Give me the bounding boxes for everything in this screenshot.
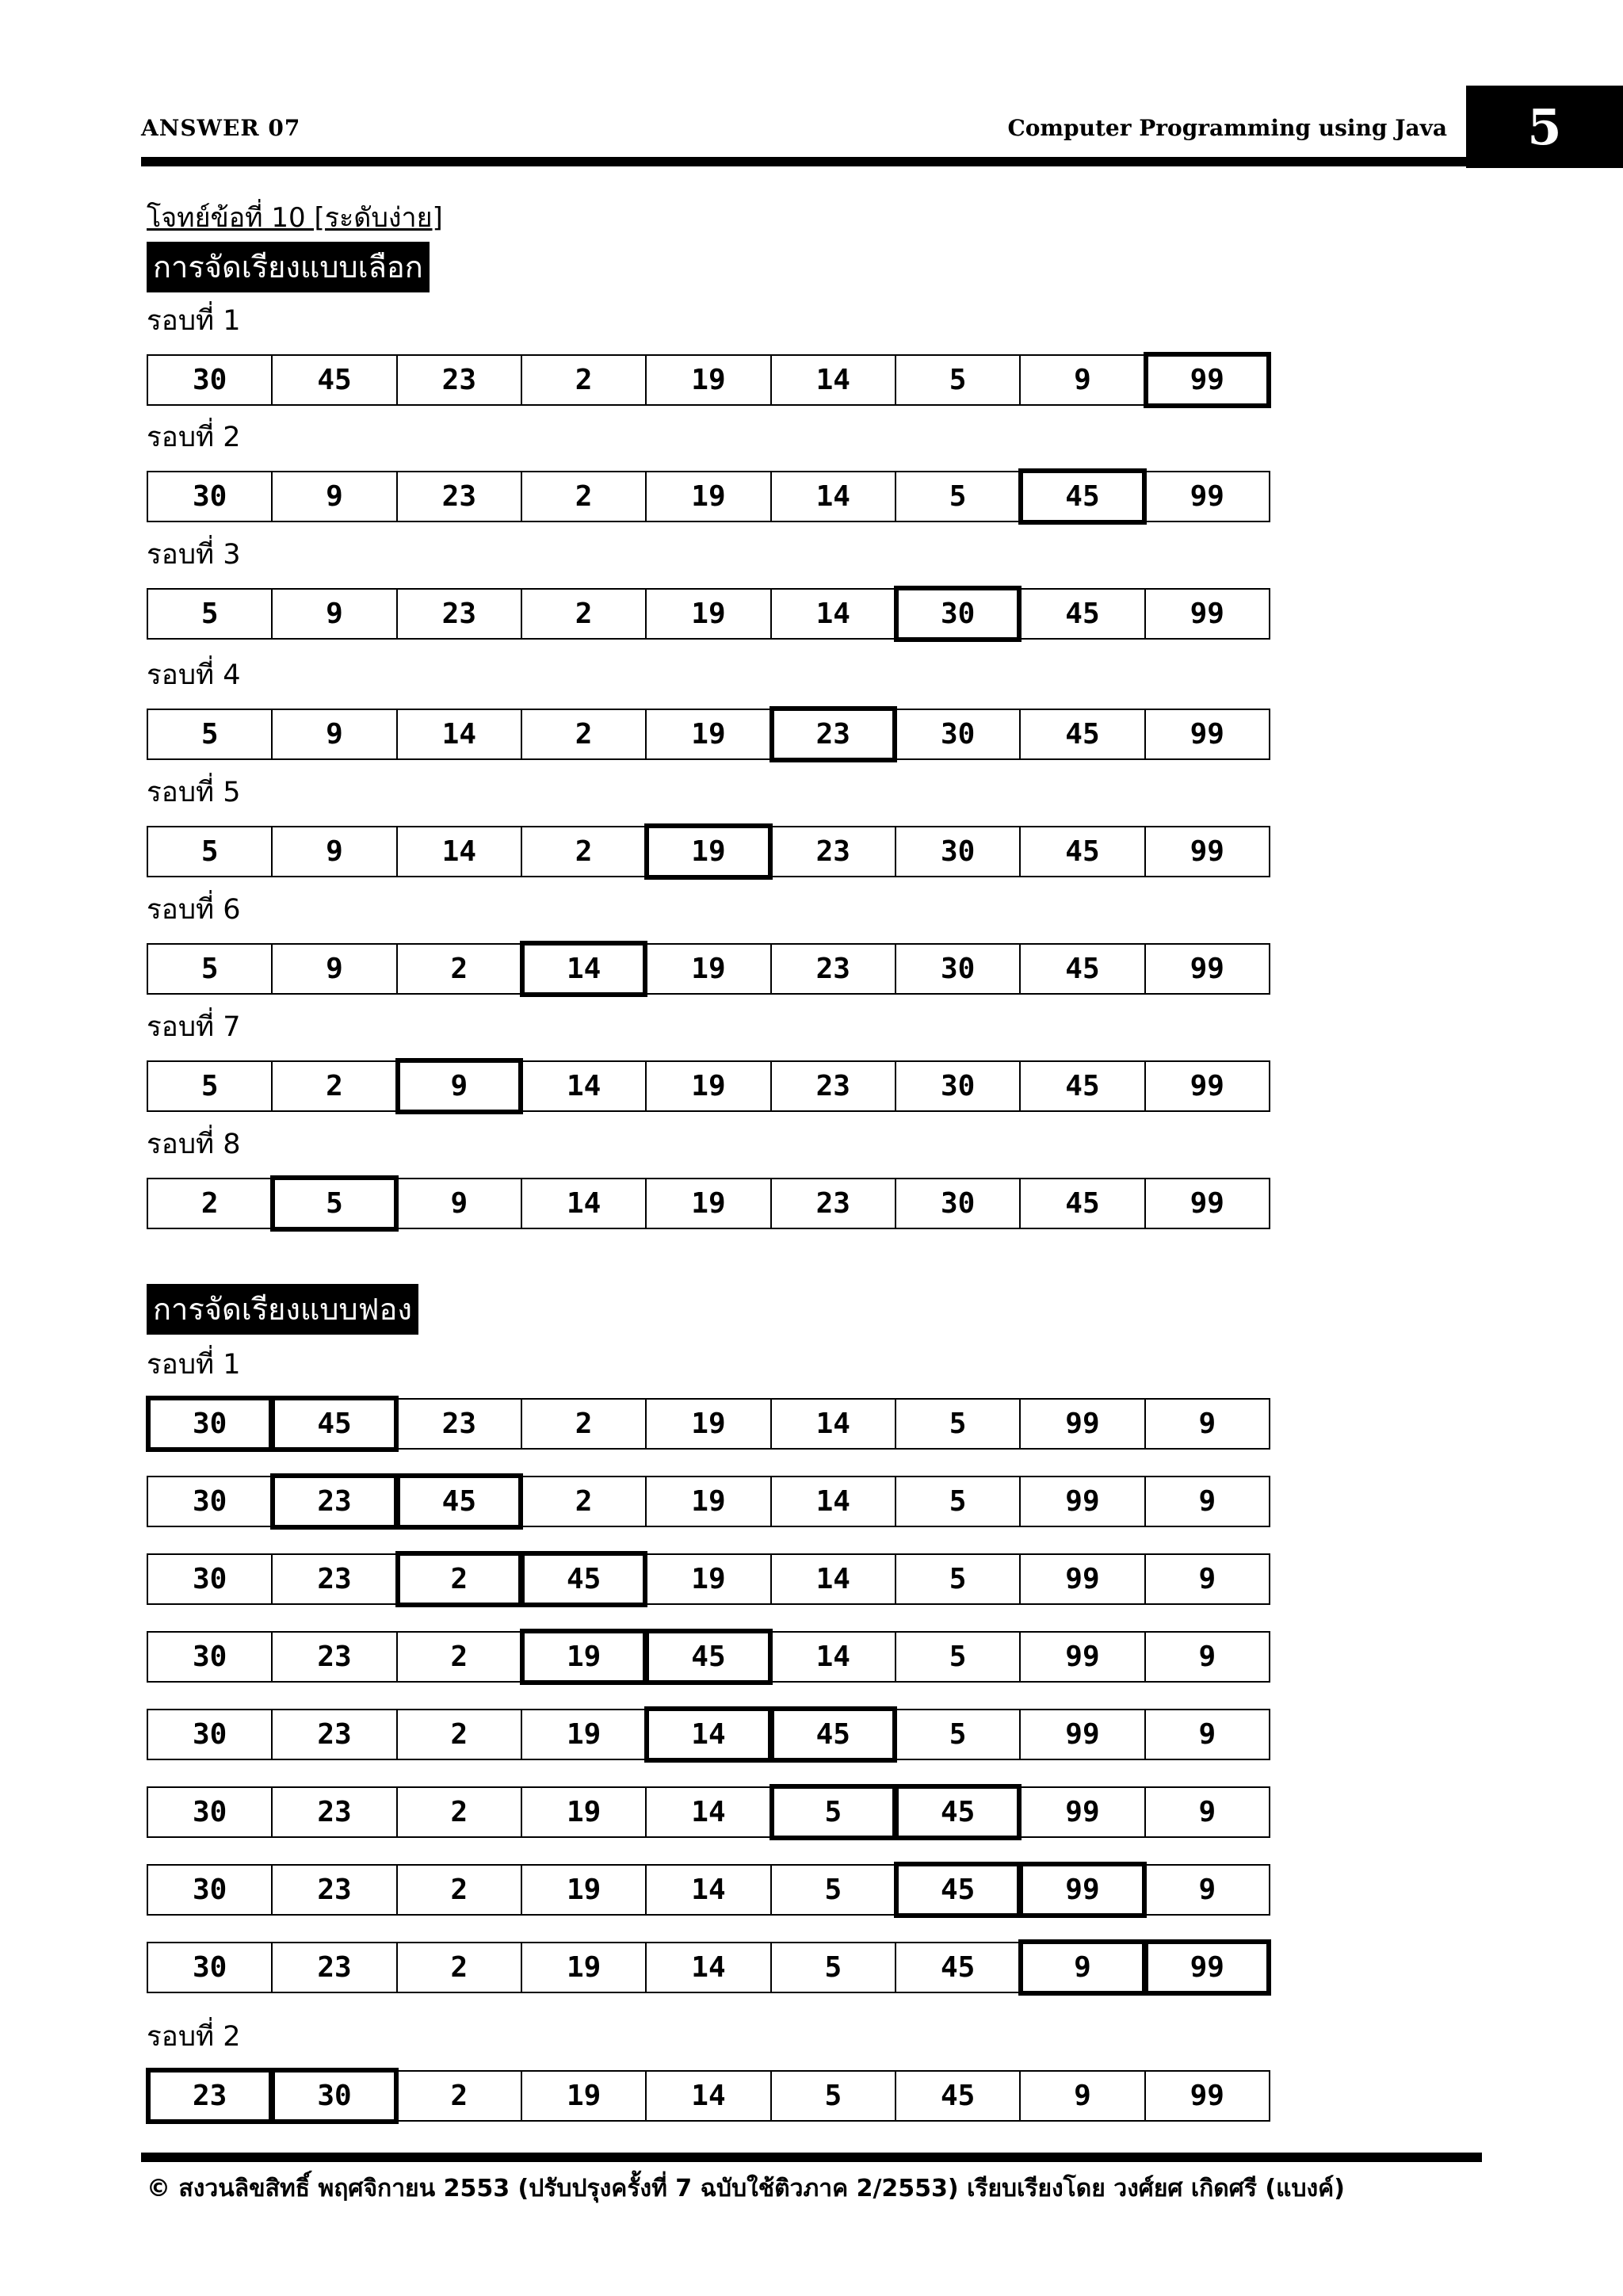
array-cell: 19 [647,356,771,404]
array-cell: 9 [273,945,397,993]
array-cell: 14 [522,1062,647,1110]
array-cell: 2 [148,1179,273,1228]
page-number: 5 [1466,86,1623,168]
array-cell: 5 [772,2072,896,2120]
problem-title: โจทย์ข้อที่ 10 [ระดับง่าย] [147,202,443,234]
array-cell: 45 [1021,1179,1145,1228]
array-cell-highlighted: 23 [772,710,896,758]
array-cell: 99 [1021,1710,1145,1759]
array-cell: 14 [772,1555,896,1603]
array-cell: 19 [522,1943,647,1992]
array-cell: 14 [647,1943,771,1992]
array-cell: 5 [148,827,273,876]
array-cell: 19 [522,2072,647,2120]
array-cell: 19 [647,1179,771,1228]
array-cell: 19 [522,1866,647,1914]
array-cell: 2 [522,356,647,404]
array-cell: 19 [647,590,771,638]
array-cell: 30 [896,827,1021,876]
array-cell: 30 [148,472,273,521]
array-cell-highlighted: 9 [1021,1943,1145,1992]
array-cell-highlighted: 14 [522,945,647,993]
array-cell-highlighted: 23 [148,2072,273,2120]
array-cell-highlighted: 23 [273,1477,397,1526]
array-cell: 2 [522,710,647,758]
array-cell: 45 [1021,710,1145,758]
array-cell: 2 [398,2072,522,2120]
array-cell: 5 [896,1710,1021,1759]
footer-rule [141,2153,1482,2162]
array-cell: 23 [273,1866,397,1914]
array-cell: 5 [896,356,1021,404]
array-cell: 5 [148,590,273,638]
array-cell: 23 [398,1400,522,1448]
array-cell: 19 [647,1400,771,1448]
array-cell-highlighted: 99 [1146,356,1269,404]
array-cell: 99 [1190,718,1224,751]
array-cell: 23 [772,1062,896,1110]
array-cell: 99 [1190,835,1224,868]
array-cell-highlighted: 45 [772,1710,896,1759]
array-cell: 14 [772,472,896,521]
array-cell: 9 [273,710,397,758]
array-cell: 9 [1198,1874,1216,1906]
array-cell: 9 [273,472,397,521]
array-cell: 30 [148,1710,273,1759]
array-cell: 2 [398,1633,522,1681]
array-cell: 9 [1198,1485,1216,1518]
round-label: รอบที่ 7 [147,1011,241,1043]
array-cell: 2 [522,1477,647,1526]
array-cell: 9 [1198,1718,1216,1751]
array-cell-highlighted: 45 [896,1866,1021,1914]
array-row [147,1786,1270,1838]
array-row [147,1709,1270,1760]
array-cell: 5 [896,472,1021,521]
array-cell: 2 [398,1788,522,1836]
array-cell: 30 [148,1555,273,1603]
array-cell: 23 [398,472,522,521]
array-row [147,1631,1270,1683]
array-cell: 30 [148,1943,273,1992]
array-row [147,1553,1270,1605]
array-cell: 5 [772,1943,896,1992]
array-cell: 19 [522,1788,647,1836]
array-cell: 45 [1021,590,1145,638]
array-cell-highlighted: 30 [896,590,1021,638]
array-cell: 99 [1021,1400,1145,1448]
array-cell-highlighted: 45 [273,1400,397,1448]
array-row [147,1060,1270,1112]
array-cell-highlighted: 99 [1021,1866,1145,1914]
round-label: รอบที่ 1 [147,1349,241,1381]
array-cell: 5 [896,1400,1021,1448]
array-cell: 23 [772,827,896,876]
array-cell: 5 [896,1555,1021,1603]
array-cell: 14 [647,2072,771,2120]
header-rule [141,157,1466,166]
array-cell-highlighted: 30 [148,1400,273,1448]
array-row [147,943,1270,995]
array-cell-highlighted: 45 [1021,472,1145,521]
array-cell: 30 [148,1788,273,1836]
array-cell: 23 [398,590,522,638]
array-row [147,471,1270,522]
array-cell: 45 [896,2072,1021,2120]
array-cell: 9 [1198,1796,1216,1828]
header-right-title: Computer Programming using Java [1007,115,1447,141]
array-cell: 45 [1021,945,1145,993]
array-cell: 23 [273,1788,397,1836]
array-cell-highlighted: 5 [772,1788,896,1836]
array-cell: 9 [1198,1641,1216,1673]
array-cell: 19 [522,1710,647,1759]
array-cell: 2 [398,1710,522,1759]
array-row [147,1942,1270,1993]
array-cell-highlighted: 19 [647,827,771,876]
array-cell: 45 [896,1943,1021,1992]
array-cell: 5 [148,710,273,758]
array-cell: 2 [522,1400,647,1448]
array-cell: 9 [1198,1408,1216,1440]
array-cell: 9 [398,1179,522,1228]
array-cell: 99 [1021,1788,1145,1836]
array-cell: 14 [772,590,896,638]
array-row [147,826,1270,877]
array-cell: 99 [1190,598,1224,630]
array-cell: 99 [1021,1633,1145,1681]
array-cell: 5 [148,1062,273,1110]
array-cell: 99 [1190,480,1224,513]
array-cell: 2 [273,1062,397,1110]
array-cell: 9 [1021,2072,1145,2120]
selection-sort-title: การจัดเรียงแบบเลือก [147,242,430,292]
array-cell: 23 [772,1179,896,1228]
round-label: รอบที่ 4 [147,659,241,691]
array-cell: 9 [1021,356,1145,404]
array-cell: 19 [647,1477,771,1526]
array-cell-highlighted: 9 [398,1062,522,1110]
array-cell: 30 [148,1477,273,1526]
array-cell: 19 [647,945,771,993]
array-cell: 14 [772,1477,896,1526]
array-cell-highlighted: 2 [398,1555,522,1603]
array-cell: 23 [273,1633,397,1681]
round-label: รอบที่ 2 [147,422,241,453]
array-cell: 14 [398,710,522,758]
round-label: รอบที่ 1 [147,305,241,337]
array-cell: 23 [772,945,896,993]
array-cell: 30 [148,1866,273,1914]
array-cell: 2 [398,945,522,993]
array-cell: 2 [522,590,647,638]
array-cell: 14 [772,1400,896,1448]
array-cell-highlighted: 45 [398,1477,522,1526]
round-label: รอบที่ 3 [147,539,241,571]
array-cell: 45 [273,356,397,404]
array-cell: 14 [398,827,522,876]
array-cell: 45 [1021,1062,1145,1110]
array-cell: 2 [398,1943,522,1992]
array-row [147,1864,1270,1916]
array-cell: 99 [1190,1187,1224,1220]
array-cell: 14 [772,356,896,404]
array-cell: 2 [398,1866,522,1914]
array-cell: 99 [1190,2080,1224,2112]
bubble-sort-title: การจัดเรียงแบบฟอง [147,1284,418,1335]
array-cell: 99 [1021,1477,1145,1526]
round-label: รอบที่ 8 [147,1129,241,1160]
array-cell-highlighted: 30 [273,2072,397,2120]
array-cell: 9 [273,590,397,638]
array-cell: 30 [896,1062,1021,1110]
round-label: รอบที่ 2 [147,2021,241,2053]
array-cell: 30 [896,945,1021,993]
array-cell: 9 [273,827,397,876]
array-cell-highlighted: 45 [522,1555,647,1603]
array-cell: 30 [148,1633,273,1681]
array-cell-highlighted: 99 [1146,1943,1269,1992]
array-cell: 23 [398,356,522,404]
array-cell: 99 [1190,1070,1224,1102]
array-cell: 14 [647,1788,771,1836]
array-row [147,1178,1270,1229]
array-cell: 30 [148,356,273,404]
array-cell: 5 [772,1866,896,1914]
array-cell: 14 [647,1866,771,1914]
array-cell: 23 [273,1555,397,1603]
header-left-title: ANSWER 07 [141,115,301,141]
round-label: รอบที่ 6 [147,894,241,926]
array-cell: 45 [1021,827,1145,876]
array-cell: 30 [896,1179,1021,1228]
array-cell: 19 [647,710,771,758]
array-row [147,709,1270,760]
array-cell: 99 [1021,1555,1145,1603]
array-row [147,1398,1270,1450]
array-cell: 99 [1190,953,1224,985]
array-cell: 14 [522,1179,647,1228]
array-cell: 5 [896,1633,1021,1681]
array-cell-highlighted: 45 [647,1633,771,1681]
array-cell: 23 [273,1710,397,1759]
round-label: รอบที่ 5 [147,777,241,808]
array-cell-highlighted: 14 [647,1710,771,1759]
array-cell: 23 [273,1943,397,1992]
array-cell: 2 [522,472,647,521]
array-row [147,588,1270,640]
array-cell: 2 [522,827,647,876]
array-cell-highlighted: 45 [896,1788,1021,1836]
array-cell: 9 [1198,1563,1216,1595]
array-cell: 19 [647,1555,771,1603]
array-cell-highlighted: 19 [522,1633,647,1681]
copyright-footer: © สงวนลิขสิทธิ์ พฤศจิกายน 2553 (ปรับปรุงครั้งที่ 7 ฉบับใช้ติวภาค 2/2553) เรียบเรียงโดย วงศ์ยศ เกิดศรี (แบงค์) [147,2175,1345,2202]
array-row [147,2070,1270,2122]
array-cell: 5 [148,945,273,993]
array-cell: 5 [896,1477,1021,1526]
array-cell: 30 [896,710,1021,758]
array-row [147,354,1270,406]
array-cell: 14 [772,1633,896,1681]
array-cell: 19 [647,472,771,521]
array-cell: 19 [647,1062,771,1110]
array-cell-highlighted: 5 [273,1179,397,1228]
array-row [147,1476,1270,1527]
